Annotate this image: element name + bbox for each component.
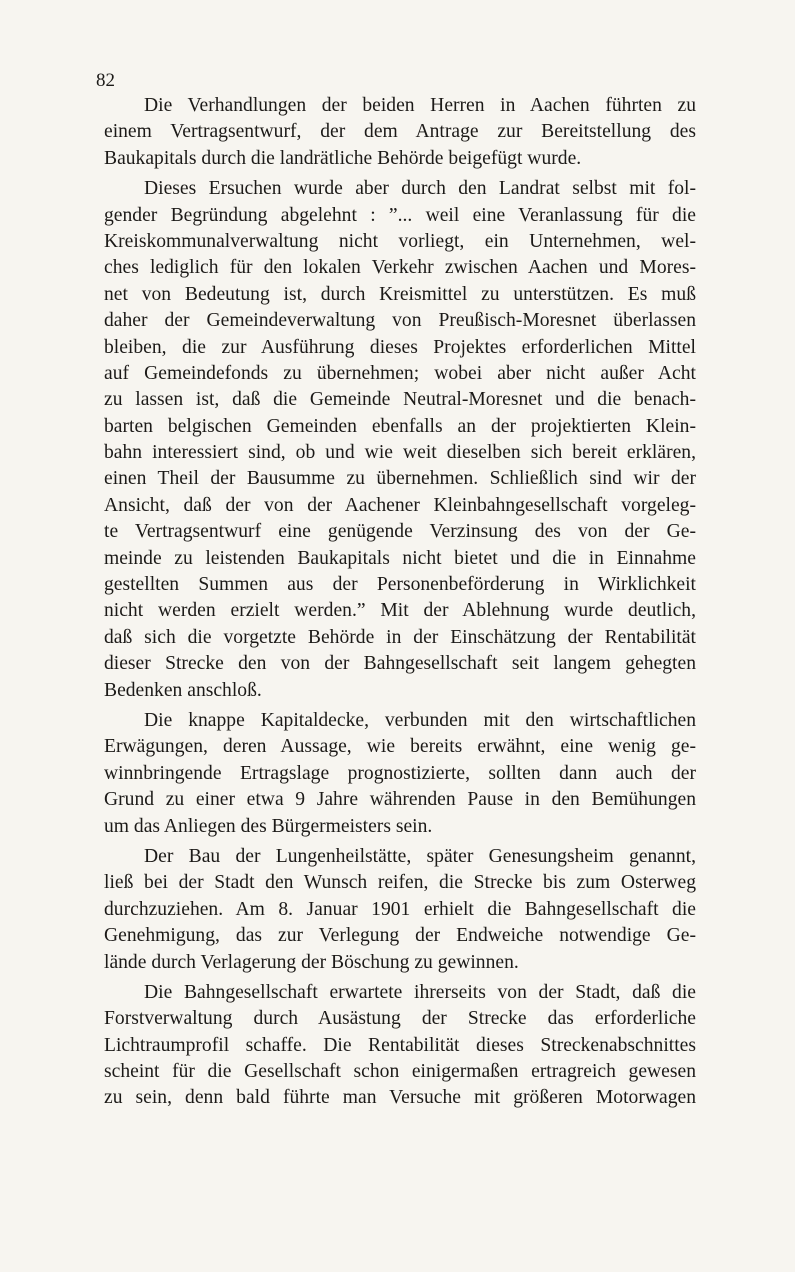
text-line: ließ bei der Stadt den Wunsch reifen, die Strecke bis zum Osterweg: [104, 872, 696, 894]
text-line: Forstverwaltung durch Ausästung der Strecke das erforderliche: [104, 1008, 696, 1030]
text-line: auf Gemeindefonds zu übernehmen; wobei aber nicht außer Acht: [104, 362, 696, 384]
text-line: Die knappe Kapitaldecke, verbunden mit den wirtschaftlichen: [144, 709, 696, 731]
text-line: Genehmigung, das zur Verlegung der Endweiche notwendige Ge-: [104, 925, 696, 947]
text-line: Baukapitals durch die landrätliche Behörde beigefügt wurde.: [104, 147, 582, 169]
text-line: gender Begründung abgelehnt : ”... weil eine Veranlassung für die: [104, 204, 696, 226]
text-line: um das Anliegen des Bürgermeisters sein.: [104, 815, 433, 837]
text-line: Grund zu einer etwa 9 Jahre währenden Pause in den Bemühungen: [104, 789, 696, 811]
text-line: net von Bedeutung ist, durch Kreismittel zu unterstützen. Es muß: [104, 283, 696, 305]
text-line: dieser Strecke den von der Bahngesellschaft seit langem gehegten: [104, 653, 696, 675]
text-line: Die Bahngesellschaft erwartete ihrerseits von der Stadt, daß die: [144, 981, 696, 1003]
text-line: daß sich die vorgetzte Behörde in der Einschätzung der Rentabilität: [104, 626, 696, 648]
text-line: winnbringende Ertragslage prognostizierte, sollten dann auch der: [104, 762, 696, 784]
text-line: te Vertragsentwurf eine genügende Verzinsung des von der Ge-: [104, 521, 696, 543]
text-line: Bedenken anschloß.: [104, 679, 262, 701]
text-line: durchzuziehen. Am 8. Januar 1901 erhielt die Bahngesellschaft die: [104, 898, 696, 920]
text-line: bleiben, die zur Ausführung dieses Projektes erforderlichen Mittel: [104, 336, 696, 358]
text-line: bahn interessiert sind, ob und wie weit dieselben sich bereit erklären,: [104, 442, 696, 464]
text-line: meinde zu leistenden Baukapitals nicht bietet und die in Einnahme: [104, 547, 696, 569]
page-number: 82: [96, 70, 115, 91]
text-line: einen Theil der Bausumme zu übernehmen. Schließlich sind wir der: [104, 468, 696, 490]
text-line: Lichtraumprofil schaffe. Die Rentabilität dieses Streckenabschnittes: [104, 1034, 696, 1056]
text-line: gestellten Summen aus der Personenbeförderung in Wirklichkeit: [104, 574, 696, 596]
text-line: Die Verhandlungen der beiden Herren in Aachen führten zu: [144, 95, 696, 116]
paragraph-4: [104, 844, 696, 976]
text-line: Dieses Ersuchen wurde aber durch den Landrat selbst mit fol-: [144, 178, 696, 200]
text-line: Erwägungen, deren Aussage, wie bereits erwähnt, eine wenig ge-: [104, 736, 696, 758]
paragraph-5: [104, 980, 696, 1112]
text-line: scheint für die Gesellschaft schon einigermaßen ertragreich gewesen: [104, 1061, 696, 1083]
text-line: Der Bau der Lungenheilstätte, später Genesungsheim genannt,: [144, 845, 696, 867]
text-line: Ansicht, daß der von der Aachener Kleinbahngesellschaft vorgeleg-: [104, 494, 696, 516]
text-line: barten belgischen Gemeinden ebenfalls an der projektierten Klein-: [104, 415, 696, 437]
text-line: zu sein, denn bald führte man Versuche mit größeren Motorwagen: [104, 1087, 696, 1109]
text-line: nicht werden erzielt werden.” Mit der Ablehnung wurde deutlich,: [104, 600, 696, 622]
paragraph-3: [104, 708, 696, 840]
text-line: daher der Gemeindeverwaltung von Preußisch-Moresnet überlassen: [104, 310, 696, 332]
text-line: lände durch Verlagerung der Böschung zu gewinnen.: [104, 951, 519, 973]
text-line: Kreiskommunalverwaltung nicht vorliegt, ein Unternehmen, wel-: [104, 230, 696, 252]
text-line: ches lediglich für den lokalen Verkehr zwischen Aachen und Mores-: [104, 257, 696, 279]
paragraph-2: [104, 176, 696, 704]
text-line: einem Vertragsentwurf, der dem Antrage zur Bereitstellung des: [104, 121, 696, 143]
text-line: zu lassen ist, daß die Gemeinde Neutral-Moresnet und die benach-: [104, 389, 696, 411]
body-text: [104, 93, 696, 1116]
paragraph-1: [104, 93, 696, 172]
